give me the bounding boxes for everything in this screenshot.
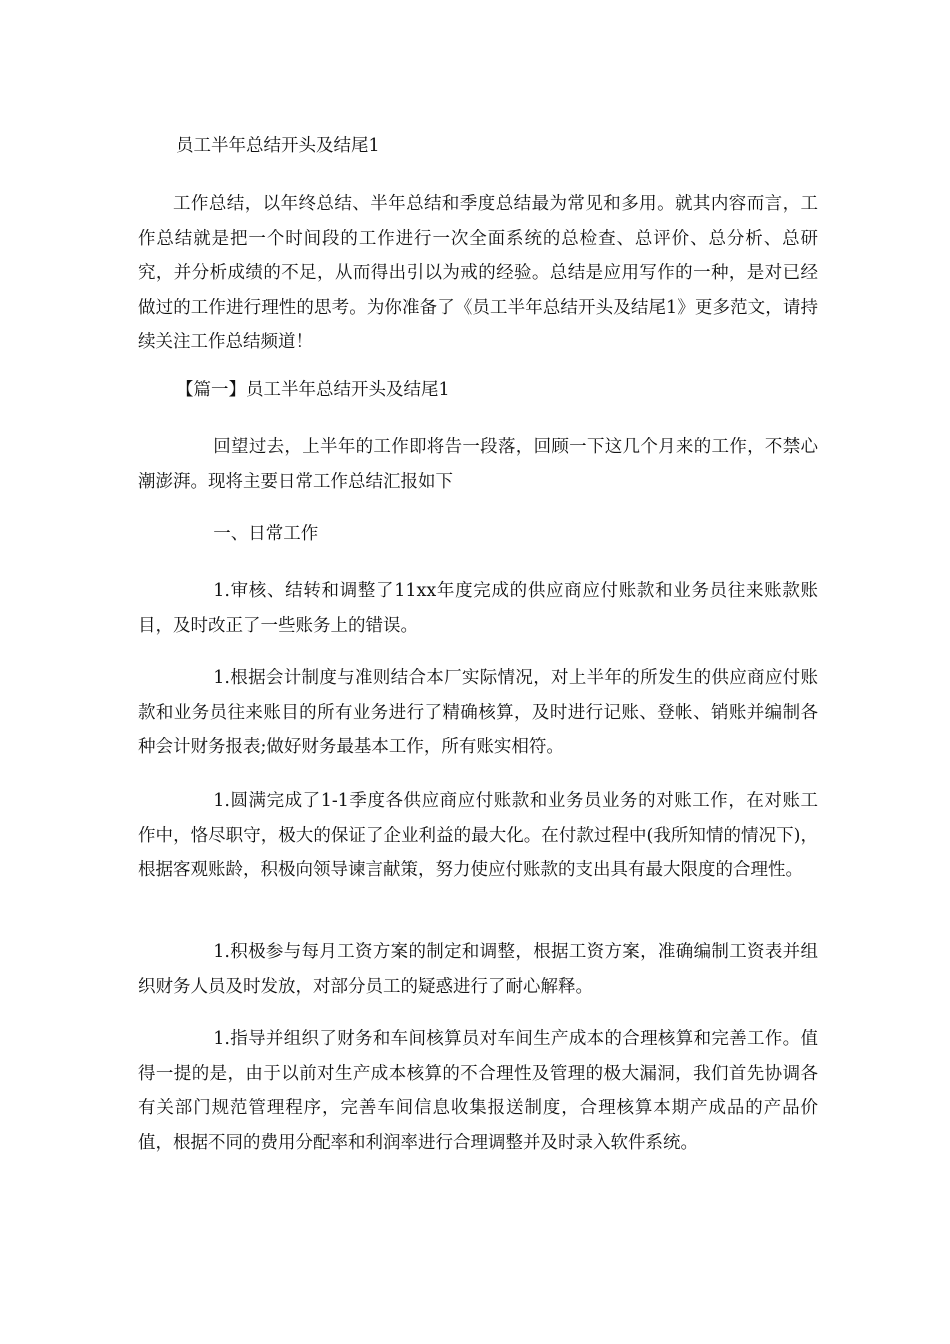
list-item: 1.指导并组织了财务和车间核算员对车间生产成本的合理核算和完善工作。值得一提的是，由于以前对生产成本核算的不合理性及管理的极大漏洞，我们首先协调各有关部门规范管理程序，完善车间信息收集报送制度，合理核算本期产成品的产品价值，根据不同的费用分配率和利润率进行合理调整并及时录入软件系统。 xyxy=(138,1029,818,1153)
list-item: 1.审核、结转和调整了11xx年度完成的供应商应付账款和业务员往来账款账目，及时改正了一些账务上的错误。 xyxy=(138,581,818,636)
subheading-daily-work: 一、日常工作 xyxy=(213,524,319,544)
document-title: 员工半年总结开头及结尾1 xyxy=(176,136,380,156)
list-item: 1.根据会计制度与准则结合本厂实际情况，对上半年的所发生的供应商应付账款和业务员往来账目的所有业务进行了精确核算，及时进行记账、登帐、销账并编制各种会计财务报表;做好财务最基本工作，所有账实相符。 xyxy=(138,668,818,757)
opening-paragraph: 回望过去，上半年的工作即将告一段落，回顾一下这几个月来的工作，不禁心潮澎湃。现将主要日常工作总结汇报如下 xyxy=(138,437,818,492)
list-item: 1.圆满完成了1-1季度各供应商应付账款和业务员业务的对账工作，在对账工作中，恪尽职守，极大的保证了企业利益的最大化。在付款过程中(我所知情的情况下)，根据客观账龄，积极向领导谏言献策，努力使应付账款的支出具有最大限度的合理性。 xyxy=(138,791,818,880)
list-item: 1.积极参与每月工资方案的制定和调整，根据工资方案，准确编制工资表并组织财务人员及时发放，对部分员工的疑惑进行了耐心解释。 xyxy=(138,942,818,997)
section-heading: 【篇一】员工半年总结开头及结尾1 xyxy=(176,380,450,400)
intro-paragraph: 工作总结，以年终总结、半年总结和季度总结最为常见和多用。就其内容而言，工作总结就是把一个时间段的工作进行一次全面系统的总检查、总评价、总分析、总研究，并分析成绩的不足，从而得出引以为戒的经验。总结是应用写作的一种，是对已经做过的工作进行理性的思考。为你准备了《员工半年总结开头及结尾1》更多范文，请持续关注工作总结频道！ xyxy=(138,194,818,352)
